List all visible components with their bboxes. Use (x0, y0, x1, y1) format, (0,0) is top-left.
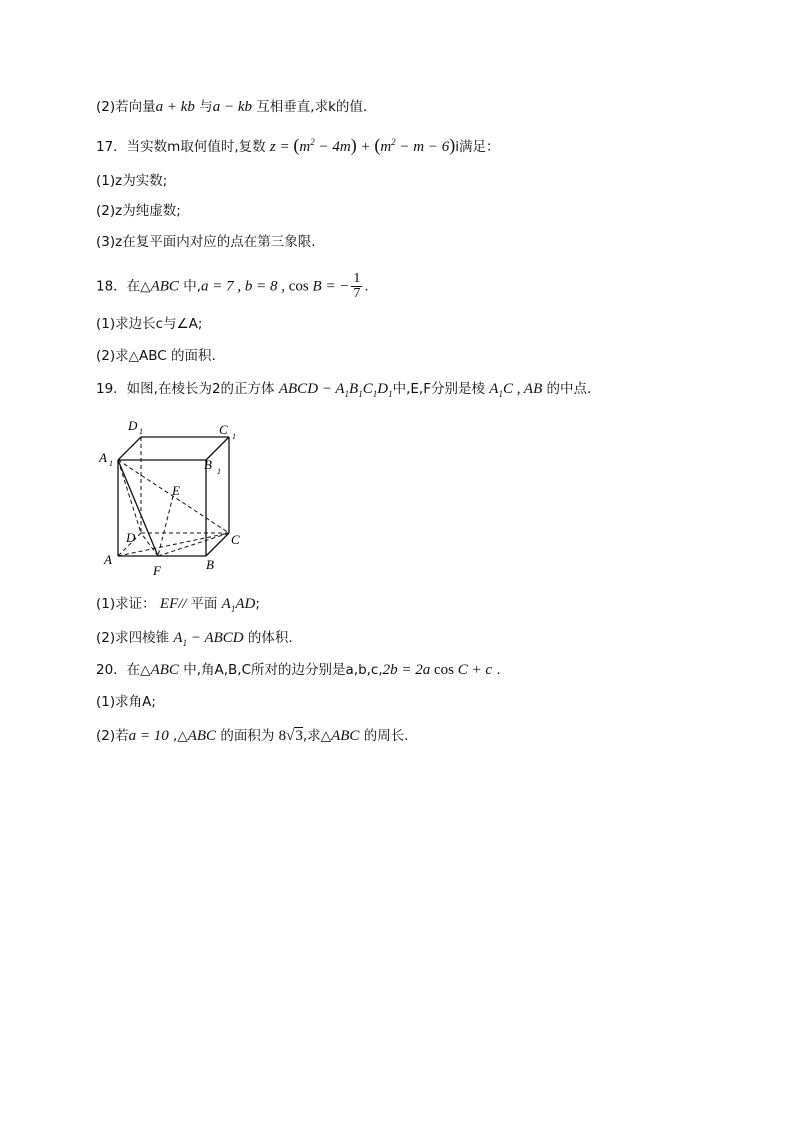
q16-expr1: a + kb (155, 99, 195, 115)
q19-cube-name: ABCD − $A_1B_1C_1D_1$ (278, 381, 393, 399)
label-c: C (231, 532, 240, 547)
q19-part2-suffix: 的体积. (247, 630, 293, 646)
label-f: F (153, 563, 161, 578)
q19-part1-mid: 平面 (190, 596, 218, 612)
q16-part2-prefix: (2)若向量 (96, 99, 156, 115)
q18-triangle: ABC (150, 278, 179, 295)
q20-triangle-3: ABC (331, 728, 360, 744)
q16-part2-mid: 与 (199, 99, 213, 115)
q18-part1: (1)求边长c与∠A; (96, 316, 203, 332)
q19-part2-pyramid: $A_1$ − ABCD (173, 630, 244, 648)
label-d: D (126, 530, 136, 545)
q20-triangle-2: ABC (187, 728, 217, 744)
q20-part2-suffix: 的周长. (363, 728, 409, 744)
q20-triangle: ABC (150, 662, 179, 678)
q18-part2: (2)求△ABC 的面积. (96, 348, 216, 364)
q17-stem-suffix: i满足： (455, 139, 500, 155)
q20-equation: 2b = 2a cos C + c (382, 662, 493, 678)
q19-stem-mid: 中,E,F分别是棱 (392, 381, 485, 397)
q20-part2-prefix: (2)若 (96, 728, 129, 744)
label-a1: A (99, 450, 107, 465)
q17-part2: (2)z为纯虚数; (96, 203, 181, 219)
q20-part2-mid1: ,△ (173, 728, 188, 744)
q19-part1-plane: $A_1AD$ (221, 596, 256, 614)
cube-figure (98, 412, 258, 580)
label-b: B (206, 557, 214, 572)
label-a: A (104, 552, 112, 567)
label-c1: C (219, 422, 228, 437)
q20-stem-prefix: 20．在△ (96, 662, 151, 678)
q17-part1: (1)z为实数; (96, 173, 168, 189)
q20-a-value: a = 10 (128, 728, 169, 744)
q19-part1: (1)求证： EF// 平面 $A_1AD$; (96, 596, 260, 614)
q20-part2 (96, 726, 754, 746)
q20-part2-mid2: 的面积为 (220, 728, 275, 744)
label-e: E (172, 483, 180, 498)
q20-stem-mid: 中,角A,B,C所对的边分别是a,b,c, (183, 662, 383, 678)
label-d1-sub: 1 (139, 427, 143, 436)
q19-edges: $A_1C$ , AB (489, 381, 543, 399)
q19-stem-prefix: 19．如图,在棱长为2的正方体 (96, 381, 275, 397)
q19-stem-suffix: 的中点. (546, 381, 592, 397)
q19-part2 (96, 628, 754, 648)
q18-fraction: $\frac{1}{7}$ (353, 271, 361, 301)
q19-part1-ef: EF// (159, 596, 191, 612)
q17-part3: (3)z在复平面内对应的点在第三象限. (96, 234, 316, 250)
q18-stem: 18．在△ABC 中,a = 7 , b = 8 , cos B = − $\frac{1}{7}$ . (96, 271, 369, 301)
q17-formula: $z = (m^2 - 4m) + (m^2 - m - 6)$ (269, 135, 456, 155)
q18-stem-mid: 中, (183, 278, 201, 295)
q18-conditions: a = 7 , b = 8 , cos B = − (201, 278, 350, 295)
label-c1-sub: 1 (232, 432, 236, 441)
q19-stem (96, 379, 754, 399)
q20-stem: 20．在△ABC 中,角A,B,C所对的边分别是a,b,c,2b = 2a cos C + c . (96, 662, 501, 678)
q18-stem-prefix: 18．在△ (96, 278, 151, 295)
q20-part1: (1)求角A; (96, 694, 156, 710)
label-b1: B (204, 457, 212, 472)
q17-stem-prefix: 17．当实数m取何值时,复数 (96, 139, 266, 155)
label-b1-sub: 1 (217, 467, 221, 476)
q16-part2-suffix: 互相垂直,求k的值. (256, 99, 368, 115)
label-d1: D (128, 418, 138, 433)
q16-part2 (96, 97, 754, 117)
q17-stem (96, 135, 754, 157)
q19-part1-prefix: (1)求证： (96, 596, 156, 612)
q20-area: 8√3 (278, 728, 303, 744)
label-a1-sub: 1 (109, 459, 113, 468)
q19-part2-prefix: (2)求四棱锥 (96, 630, 170, 646)
q20-part2-mid3: ,求△ (302, 728, 332, 744)
q16-expr2: a − kb (212, 99, 252, 115)
